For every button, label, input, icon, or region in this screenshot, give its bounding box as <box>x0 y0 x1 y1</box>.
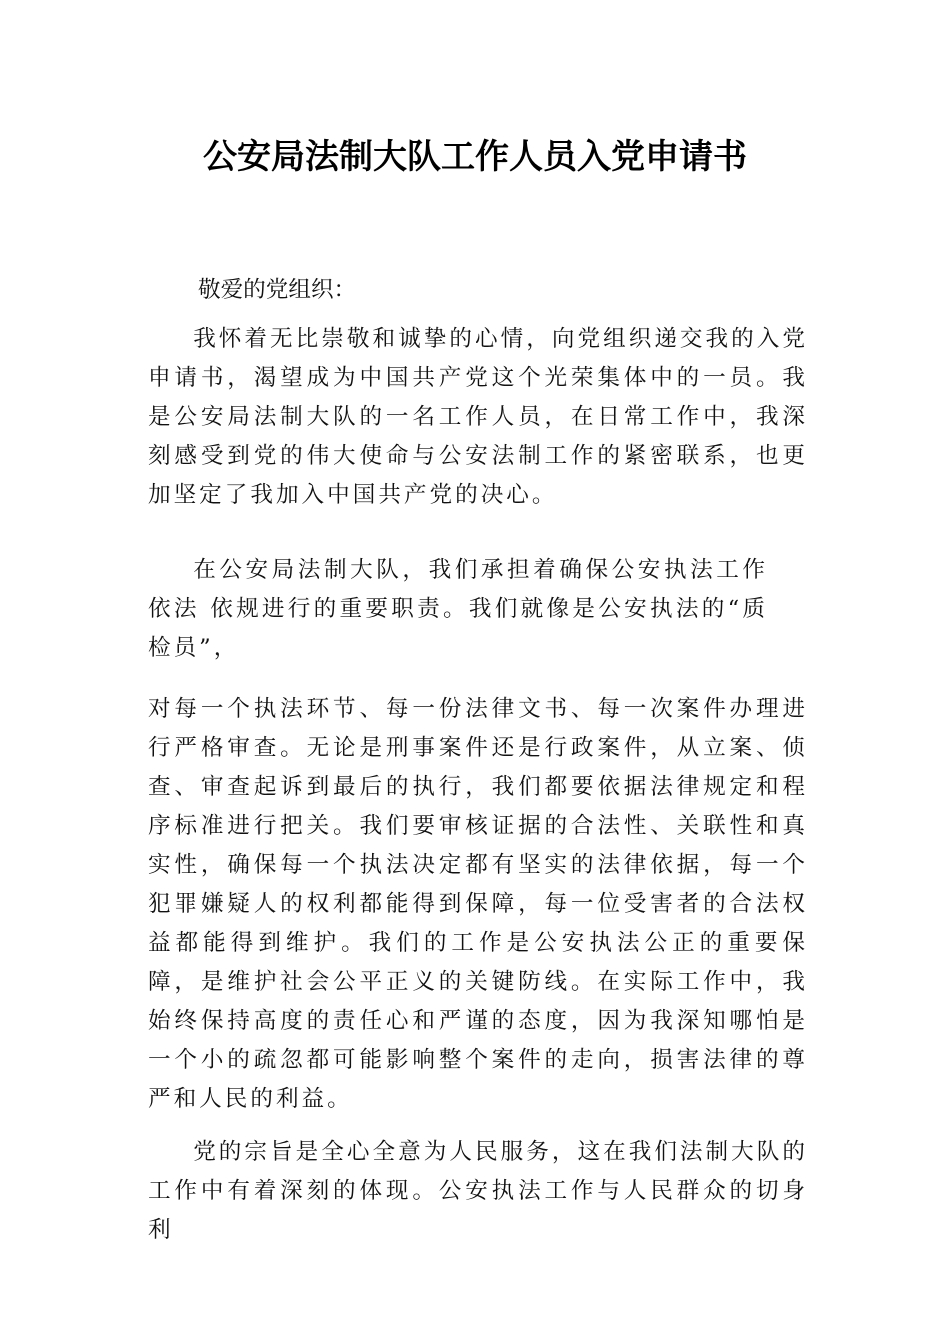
paragraph-3: 对每一个执法环节、每一份法律文书、每一次案件办理进行严格审查。无论是刑事案件还是行政案件，从立案、侦查、审查起诉到最后的执行，我们都要依据法律规定和程序标准进行把关。我们要审核证据的合法性、关联性和真实性，确保每一个执法决定都有坚实的法律依据，每一个犯罪嫌疑人的权利都能得到保障，每一位受害者的合法权益都能得到维护。我们的工作是公安执法公正的重要保障，是维护社会公平正义的关键防线。在实际工作中，我始终保持高度的责任心和严谨的态度，因为我深知哪怕是一个小的疏忽都可能影响整个案件的走向，损害法律的尊严和人民的利益。 <box>148 696 808 1112</box>
paragraph-1: 我怀着无比崇敬和诚挚的心情，向党组织递交我的入党申请书，渴望成为中国共产党这个光荣集体中的一员。我是公安局法制大队的一名工作人员，在日常工作中，我深刻感受到党的伟大使命与公安法制工作的紧密联系，也更加坚定了我加入中国共产党的决心。 <box>148 326 808 508</box>
document-title: 公安局法制大队工作人员入党申请书 <box>203 137 747 177</box>
paragraph-4: 党的宗旨是全心全意为人民服务，这在我们法制大队的工作中有着深刻的体现。公安执法工作与人民群众的切身利 <box>148 1139 808 1243</box>
paragraph-2: 在公安局法制大队，我们承担着确保公安执法工作依法 依规进行的重要职责。我们就像是公安执法的“质检员”， <box>148 557 768 661</box>
salutation <box>148 270 808 310</box>
salutation-text: 敬爱的党组织： <box>198 277 357 303</box>
